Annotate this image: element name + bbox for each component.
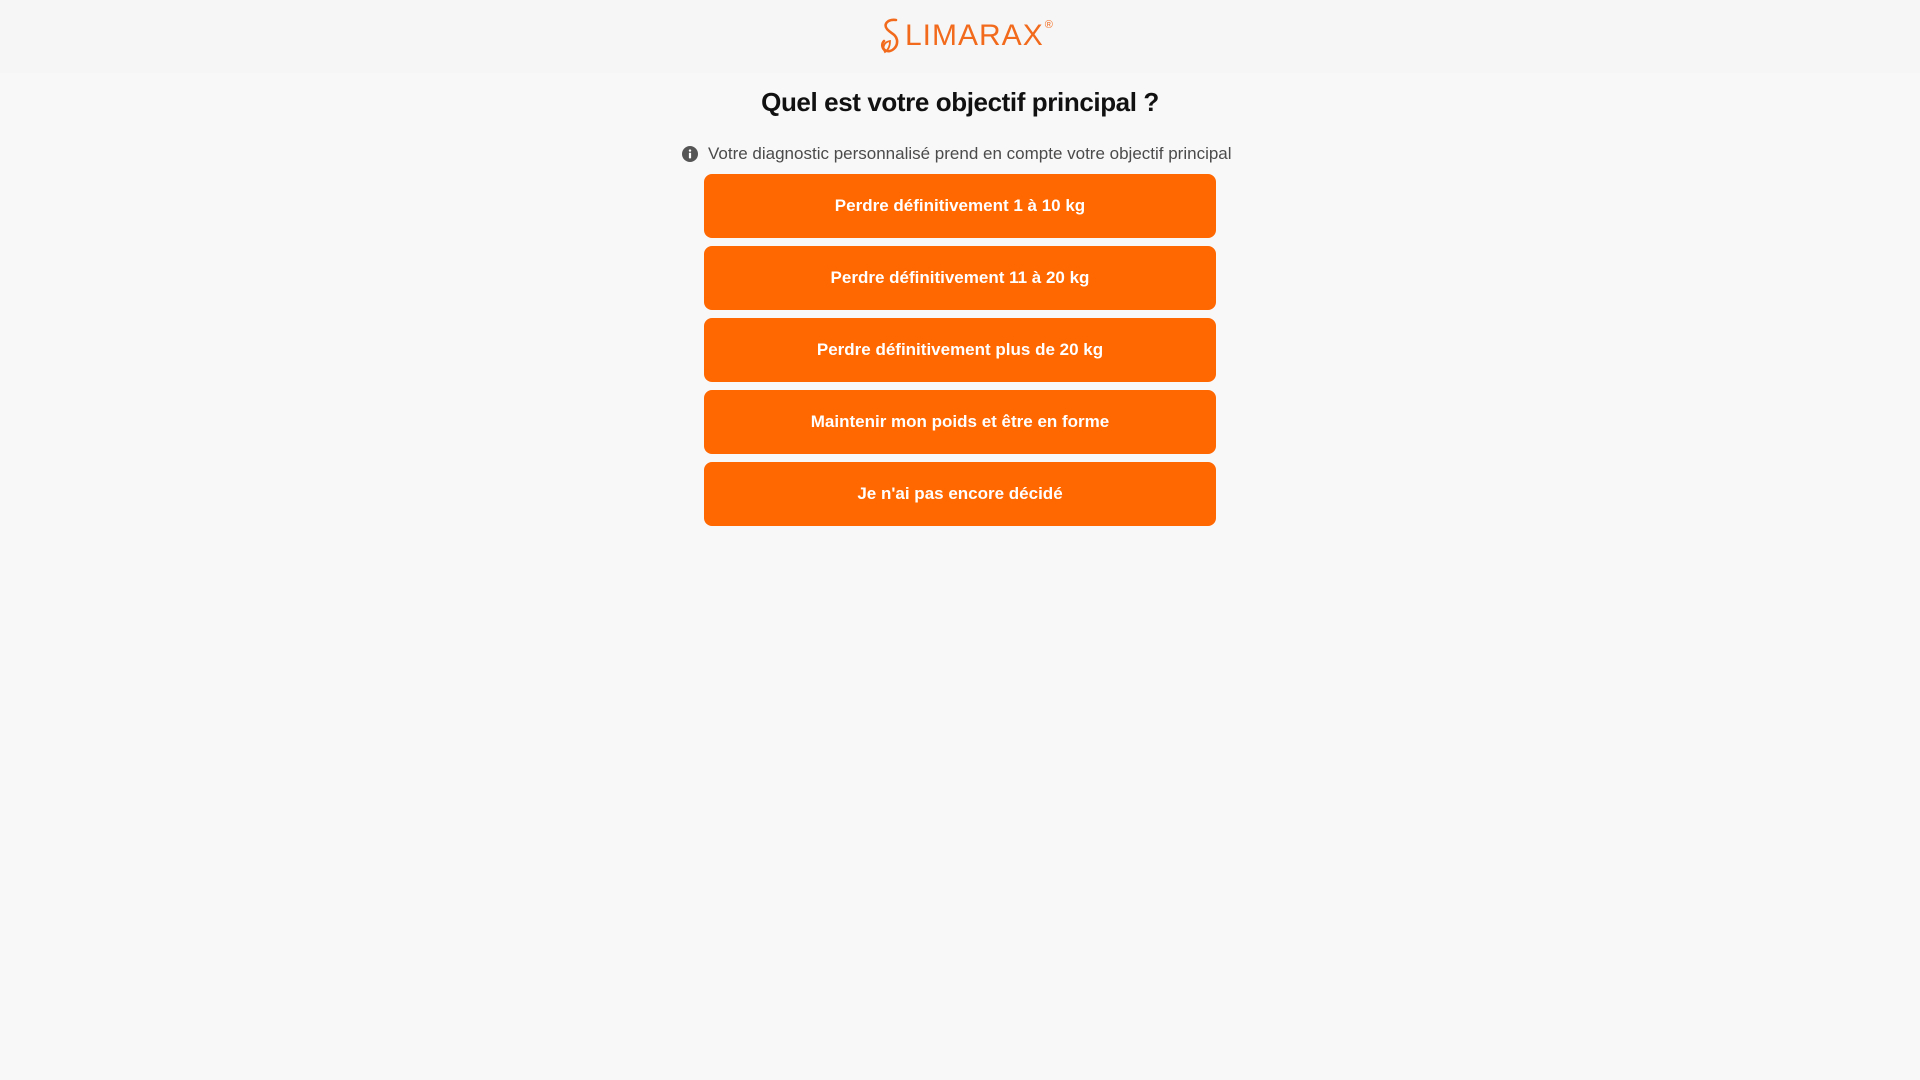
option-label: Perdre définitivement 1 à 10 kg: [834, 196, 1086, 215]
info-note: [682, 142, 1232, 166]
option-maintain-weight[interactable]: [704, 390, 1216, 454]
option-label: Maintenir mon poids et être en forme: [810, 412, 1110, 431]
option-lose-over-20kg[interactable]: [704, 318, 1216, 382]
option-undecided[interactable]: [704, 462, 1216, 526]
option-label: Je n'ai pas encore décidé: [857, 484, 1063, 503]
info-text: Votre diagnostic personnalisé prend en compte votre objectif principal: [708, 144, 1232, 163]
option-label: Perdre définitivement 11 à 20 kg: [830, 268, 1090, 287]
option-label: Perdre définitivement plus de 20 kg: [816, 340, 1104, 359]
answer-options: [704, 174, 1216, 534]
info-circle-icon: [682, 146, 698, 162]
option-lose-11-20kg[interactable]: [704, 246, 1216, 310]
header: [0, 0, 1920, 73]
registered-mark: ®: [1044, 19, 1053, 31]
page-title: Quel est votre objectif principal ?: [761, 87, 1159, 117]
option-lose-1-10kg[interactable]: [704, 174, 1216, 238]
brand-logo[interactable]: [878, 17, 1053, 57]
brand-name: LIMARAX: [905, 19, 1044, 52]
leaf-s-logo-icon: [878, 17, 904, 55]
